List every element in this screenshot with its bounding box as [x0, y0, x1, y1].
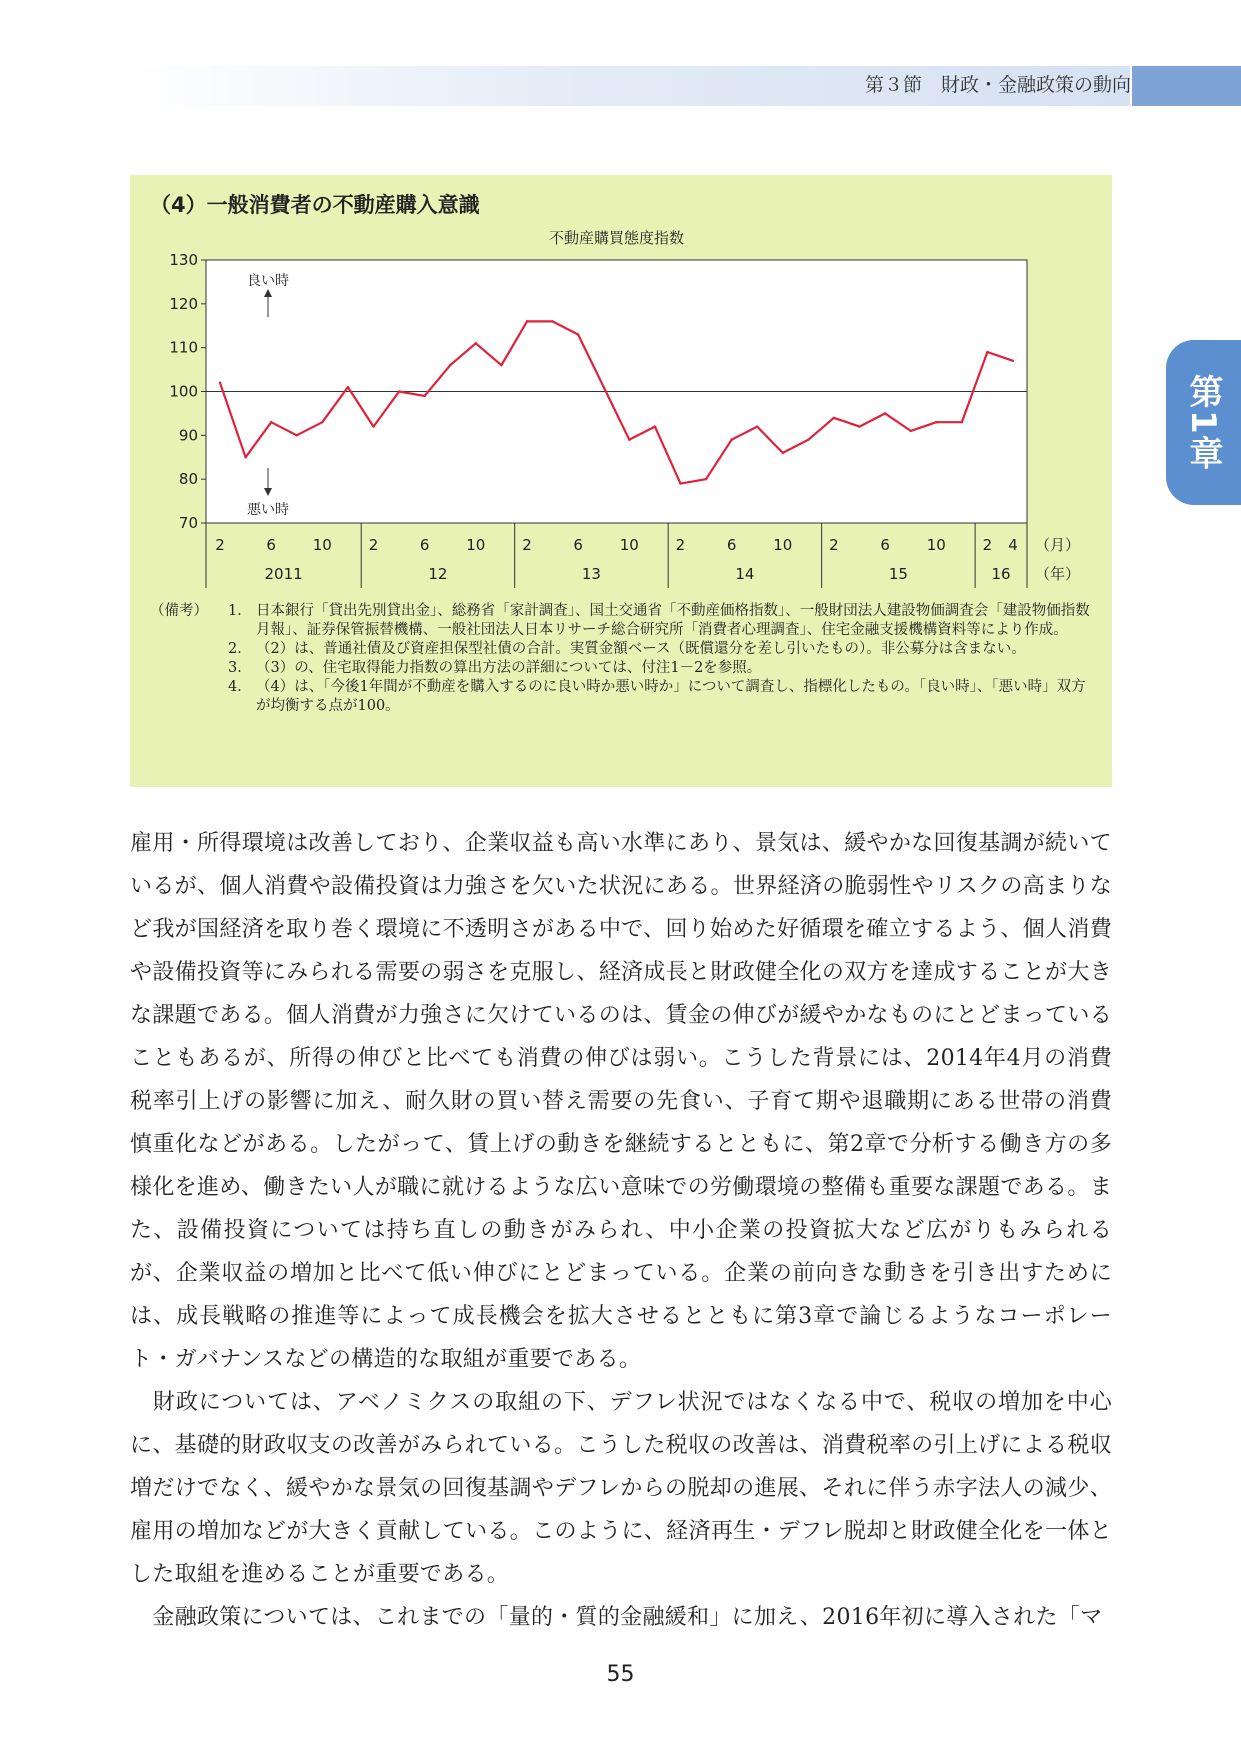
year-label: 14: [735, 565, 755, 583]
y-tick-label: 100: [169, 382, 198, 401]
chart-title: 不動産購買態度指数: [548, 229, 685, 247]
data-point: [500, 364, 502, 366]
data-point: [423, 395, 425, 397]
x-tick-label: 2: [522, 536, 532, 554]
note-head: [150, 640, 228, 659]
data-point: [296, 434, 298, 436]
chapter-tab: [1166, 340, 1241, 505]
section-title: 第３節 財政・金融政策の動向: [864, 74, 1131, 96]
lower-annotation: 悪い時: [247, 502, 289, 518]
x-tick-label: 6: [726, 536, 737, 554]
year-label: 13: [581, 565, 601, 583]
data-point: [577, 333, 579, 335]
x-tick-label: 10: [773, 536, 793, 554]
note-text: 日本銀行「貸出先別貸出金」、総務省「家計調査」、国土交通省「不動産価格指数」、一般財団法人建設物価調査会「建設物価指数月報」、証券保管振替機構、一般社団法人日本リサーチ総合研究所「消費者心理調査」、住宅金融支援機構資料等により作成。: [256, 603, 1090, 638]
data-point: [372, 425, 374, 427]
y-tick-label: 130: [169, 251, 198, 269]
note-text: （3）の、住宅取得能力指数の算出方法の詳細については、付注1－2を参照。: [256, 660, 762, 676]
note-text: （2）は、普通社債及び資産担保型社債の合計。実質金額ベース（既償還分を差し引いたもの）。非公募分は含まない。: [256, 641, 1026, 657]
x-tick-label: 10: [619, 536, 639, 554]
data-point: [986, 351, 988, 353]
y-tick-label: 90: [178, 426, 198, 445]
data-point: [526, 320, 528, 322]
x-tick-label: 2: [368, 536, 379, 554]
x-tick-label: 10: [312, 536, 332, 554]
x-tick-label: 6: [266, 536, 276, 554]
year-label: 12: [428, 565, 448, 583]
body-paragraph: 雇用・所得環境は改善しており、企業収益も高い水準にあり、景気は、緩やかな回復基調が続いているが、個人消費や設備投資は力強さを欠いた状況にある。世界経済の脆弱性やリスクの高まりなど我が国経済を取り巻く環境に不透明さがある中で、回り始めた好循環を確立するよう、個人消費や設備投資等にみられる需要の弱さを克服し、経済成長と財政健全化の双方を達成することが大きな課題である。個人消費が力強さに欠けているのは、賃金の伸びが緩やかなものにとどまっていることもあるが、所得の伸びと比べても消費の伸びは弱い。こうした背景には、2014年4月の消費税率引上げの影響に加え、耐久財の買い替え需要の先食い、子育て期や退職期にある世帯の消費慎重化などがある。したがって、賃上げの動きを継続するとともに、第2章で分析する働き方の多様化を進め、働きたい人が職に就けるような広い意味での労働環境の整備も重要な課題である。また、設備投資については持ち直しの動きがみられ、中小企業の投資拡大など広がりもみられるが、企業収益の増加と比べて低い伸びにとどまっている。企業の前向きな動きを引き出すためには、成長戦略の推進等によって成長機会を拡大させるとともに第3章で論じるようなコーポレート・ガバナンスなどの構造的な取組が重要である。: [130, 831, 1112, 1372]
note-number: 1．: [228, 603, 252, 619]
data-point: [756, 425, 758, 427]
data-point: [1012, 360, 1014, 362]
x-tick-label: 4: [1008, 536, 1018, 554]
data-point: [398, 390, 400, 392]
x-tick-label: 6: [419, 536, 430, 554]
year-label: 15: [888, 565, 908, 583]
note-item: [150, 602, 1100, 640]
note-item: [150, 640, 1100, 659]
data-point: [730, 439, 732, 441]
page-number: 55: [606, 1662, 635, 1687]
year-label: 2011: [264, 565, 303, 583]
note-head: [150, 659, 228, 678]
data-point: [679, 482, 681, 484]
chart-panel: [130, 175, 1112, 787]
note-item: [150, 659, 1100, 678]
y-tick-label: 70: [178, 514, 198, 532]
data-point: [347, 386, 349, 388]
data-point: [833, 417, 835, 419]
x-tick-label: 10: [466, 536, 486, 554]
x-tick-label: 2: [829, 536, 839, 554]
note-number: 4．: [228, 679, 252, 695]
month-unit-label: （月）: [1035, 536, 1081, 554]
y-tick-label: 80: [178, 470, 198, 489]
notes: [150, 602, 1100, 716]
note-head: （備考）: [150, 603, 208, 619]
data-point: [244, 456, 246, 458]
panel-title: （4）一般消費者の不動産購入意識: [150, 193, 480, 217]
data-point: [475, 342, 477, 344]
data-point: [705, 478, 707, 480]
data-point: [935, 421, 937, 423]
data-point: [654, 425, 656, 427]
line-chart: [130, 175, 1112, 595]
x-tick-label: 6: [573, 536, 583, 554]
x-tick-label: 2: [675, 536, 686, 554]
x-tick-label: 6: [880, 536, 890, 554]
data-point: [858, 425, 860, 427]
data-point: [321, 421, 323, 423]
note-text: （4）は、「今後1年間が不動産を購入するのに良い時か悪い時か」について調査し、指標化したもの。「良い時」、「悪い時」双方が均衡する点が100。: [256, 679, 1086, 714]
y-tick-label: 120: [169, 294, 198, 313]
year-label: 16: [991, 565, 1011, 583]
note-number: 2．: [228, 641, 252, 657]
data-point: [884, 412, 886, 414]
data-point: [807, 439, 809, 441]
note-head: [150, 678, 228, 716]
body-paragraph: 金融政策については、これまでの「量的・質的金融緩和」に加え、2016年初に導入された「マ: [130, 1605, 1103, 1630]
data-point: [782, 452, 784, 454]
y-tick-label: 110: [169, 338, 198, 357]
data-point: [628, 439, 630, 441]
chapter-tab-label: 第1章: [1183, 373, 1223, 472]
x-tick-label: 2: [982, 536, 993, 554]
data-point: [270, 421, 272, 423]
note-number: 3．: [228, 660, 252, 676]
header-accent-block: [1132, 66, 1241, 106]
body-text: [130, 822, 1112, 1639]
body-paragraph: 財政については、アベノミクスの取組の下、デフレ状況ではなくなる中で、税収の増加を中心に、基礎的財政収支の改善がみられている。こうした税収の改善は、消費税率の引上げによる税収増だけでなく、緩やかな景気の回復基調やデフレからの脱却の進展、それに伴う赤字法人の減少、雇用の増加などが大きく貢献している。このように、経済再生・デフレ脱却と財政健全化を一体とした取組を進めることが重要である。: [130, 1390, 1112, 1587]
data-point: [603, 386, 605, 388]
year-unit-label: （年）: [1035, 565, 1081, 583]
x-tick-label: 2: [215, 536, 225, 554]
data-point: [219, 382, 221, 384]
x-tick-label: 10: [926, 536, 946, 554]
data-point: [449, 364, 451, 366]
data-point: [961, 421, 963, 423]
upper-annotation: 良い時: [247, 273, 289, 289]
note-item: [150, 678, 1100, 716]
data-point: [551, 320, 553, 322]
data-point: [909, 430, 911, 432]
